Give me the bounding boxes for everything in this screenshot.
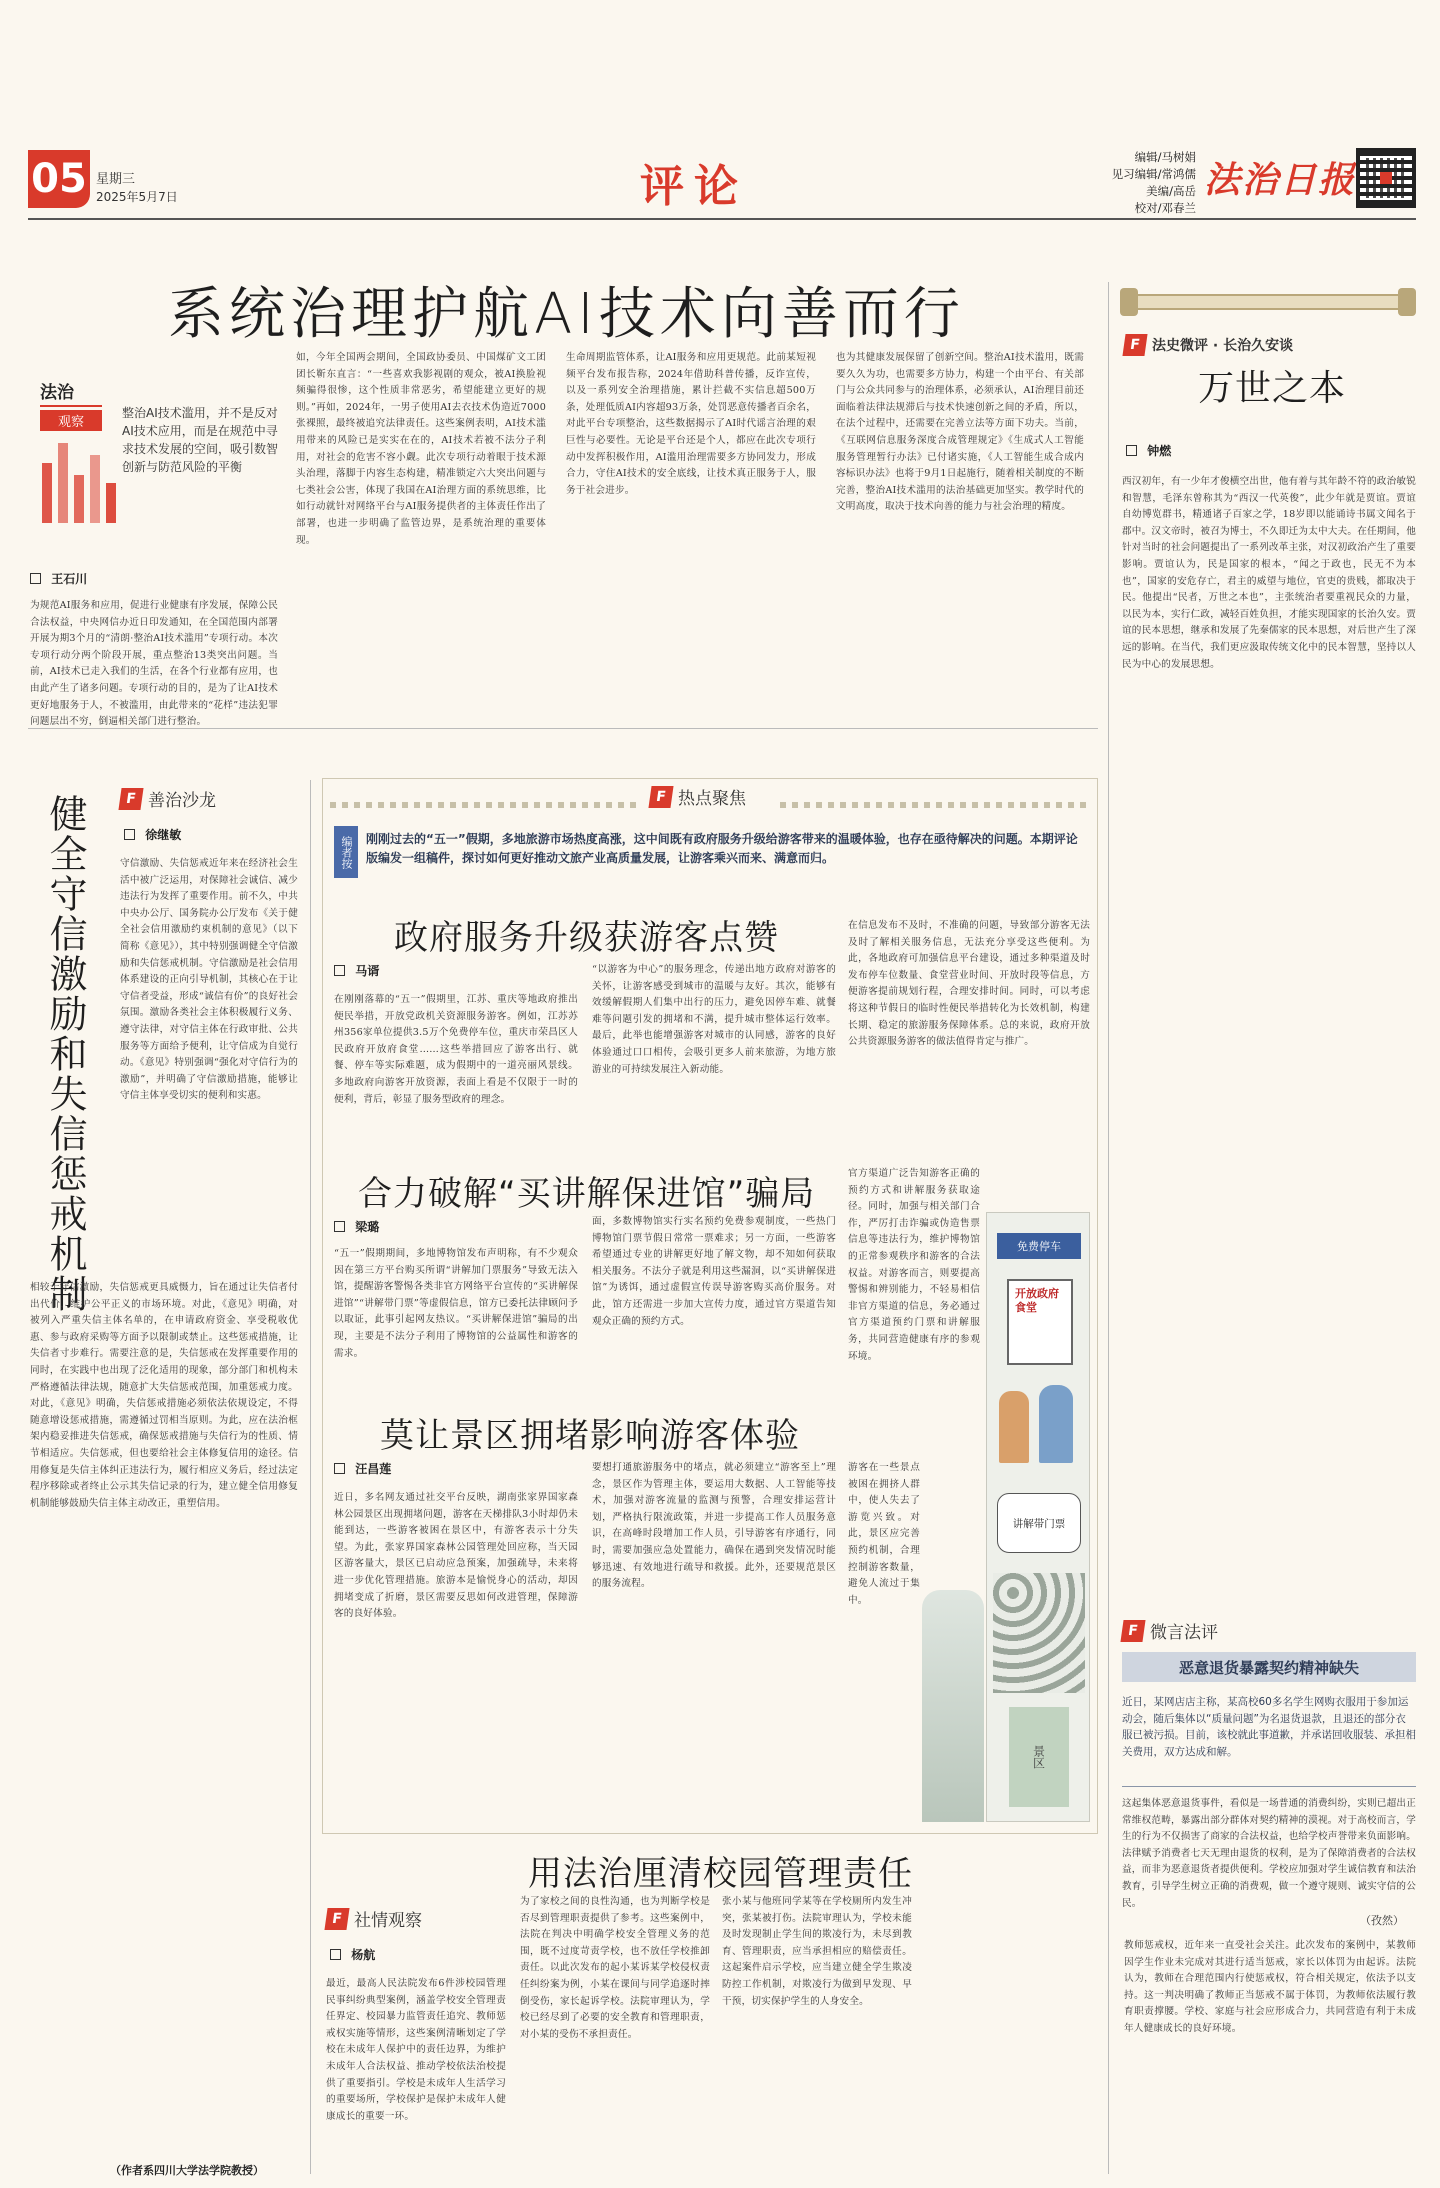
hotspot-column-head (650, 784, 770, 809)
proofreader-credit: 校对/邓春兰 (1134, 201, 1196, 215)
lead-tag (40, 378, 102, 431)
history-headline: 万世之本 (1198, 368, 1347, 409)
salon-credit: （作者系四川大学法学院教授） (110, 2164, 264, 2177)
fig-sign-parking: 免费停车 (1017, 1240, 1061, 1253)
hotspot-a2-author: 梁璐 (355, 1220, 380, 1234)
scroll-graphic (1120, 282, 1416, 322)
history-body: 西汉初年，有一少年才俊横空出世，他有着与其年龄不符的政治敏锐和智慧，毛泽东曾称其为“西汉一代英俊”，此少年就是贾谊。贾谊自幼博览群书，精通诸子百家之学，18岁即以能诵诗书属文闻名于郡中。汉文帝时，被召为博士，不久即迁为太中大夫。在任期间，他针对当时的社会问题提出了一系列改革主张，对汉初政治产生了重要影响。贾谊认为，民是国家的根本，“闻之于政也，民无不为本也”，国家的安危存亡，君主的威望与地位，官吏的贵贱，都取决于民。他提出“民者，万世之本也”，主张统治者要重视民众的力量，以民为本，实行仁政，减轻百姓负担，才能实现国家的长治久安。贾谊的民本思想，继承和发展了先秦儒家的民本思想，对后世产生了深远的影响。在当代，我们更应汲取传统文化中的民本智慧，坚持以人民为中心的发展思想。 (1122, 476, 1416, 670)
section-title: 评论 (640, 161, 748, 212)
hotspot-column: 热点聚焦 (678, 789, 746, 809)
campus-col-3: 张小某与他班同学某等在学校厕所内发生冲突，张某被打伤。法院审理认为，学校未能及时发现制止学生间的欺凌行为，未尽到教育、管理职责，应当承担相应的赔偿责任。这起案件启示学校，应当建立健全学生欺凌防控工作机制，对欺凌行为做到早发现、早干预，切实保护学生的人身安全。 (722, 1896, 912, 2007)
microlaw-column: 微言法评 (1150, 1623, 1218, 1643)
campus-column-head (326, 1906, 502, 1931)
editor-credit: 编辑/马树娟 (1134, 150, 1196, 164)
hotspot-a3-headline: 莫让景区拥堵影响游客体验 (380, 1416, 800, 1456)
hotspot-a2-col-1: “五一”假期期间，多地博物馆发布声明称，有不少观众因在第三方平台购买所谓“讲解加门票服务”导致无法入馆，提醒游客警惕各类非官方网络平台宣传的“买讲解保进馆”“讲解带门票”等虚假信息，馆方已委托法律顾问予以取证，此事引起网友热议。“买讲解保进馆”骗局的出现，主要是不法分子利用了博物馆的公益属性和游客的需求。 (334, 1248, 578, 1359)
salon-body-top: 守信激励、失信惩戒近年来在经济社会生活中被广泛运用，对保障社会诚信、减少违法行为发挥了重要作用。前不久，中共中央办公厅、国务院办公厅发布《关于健全社会信用激励约束机制的意见》（以下简称《意见》），其中特别强调健全守信激励和失信惩戒机制。守信激励是社会信用体系建设的正向引导机制，其核心在于让守信者受益，形成“诚信有价”的良好社会氛围。激励各类社会主体积极履行义务、遵守法律，对守信主体在行政审批、公共服务等方面给予便利，让守信成为自觉行动。《意见》特别强调“强化对守信行为的激励”，并明确了守信激励措施，能够让守信主体享受切实的便利和实惠。 (120, 858, 298, 1102)
hotspot-a3-col-1: 近日，多名网友通过社交平台反映，湖南张家界国家森林公园景区出现拥堵问题，游客在天梯排队3小时却仍未能到达，一些游客被困在景区中，有游客表示十分失望。为此，张家界国家森林公园管理处回应称，当天园区游客量大，景区已启动应急预案，加强疏导，未来将进一步优化管理措施。旅游本是愉悦身心的活动，却因拥堵变成了折磨，景区需要反思如何改进管理，保障游客的良好体验。 (334, 1492, 578, 1620)
history-column: 法史微评 · 长治久安谈 (1152, 338, 1294, 354)
microlaw-column-head (1122, 1618, 1416, 1643)
microlaw-body: 这起集体恶意退货事件，看似是一场普通的消费纠纷，实则已超出正常维权范畴，暴露出部分群体对契约精神的漠视。对于高校而言，学生的行为不仅损害了商家的合法权益，也给学校声誉带来负面影响。法律赋予消费者七天无理由退货的权利，是为了保障消费者的合法权益，而非为恶意退货者提供便利。学校应加强对学生诚信教育和法治教育，引导学生树立正确的消费观，做一个遵守规则、诚实守信的公民。 (1122, 1798, 1416, 1909)
campus-column: 社情观察 (354, 1911, 422, 1931)
issue-weekday: 星期三 (96, 172, 136, 187)
column-flag-icon: F (1122, 334, 1147, 356)
lead-bar-graphic (40, 435, 126, 525)
hotspot-deco-right (780, 802, 1090, 808)
intern-editor-credit: 见习编辑/常鸿儒 (1111, 167, 1196, 181)
paper-name-logo (1204, 152, 1356, 203)
editor-credits (1076, 149, 1196, 217)
salon-headline: 健全守信激励和失信惩戒机制 (43, 794, 87, 1314)
col-divider-right (1108, 282, 1109, 2174)
issue-date: 2025年5月7日 (96, 190, 178, 204)
salon-column: 善治沙龙 (148, 791, 216, 811)
lead-byline (30, 570, 87, 587)
hotspot-a2-col-3: 官方渠道广泛告知游客正确的预约方式和讲解服务获取途径。同时，加强与相关部门合作，严厉打击诈骗或伪造售票信息等违法行为，维护博物馆的正常参观秩序和游客的合法权益。对游客而言，则要提高警惕和辨别能力，不轻易相信非官方渠道的信息，务必通过官方渠道预约门票和讲解服务，共同营造健康有序的参观环境。 (848, 1168, 980, 1362)
history-column-head (1124, 334, 1414, 356)
hotspot-a3-col-2: 要想打通旅游服务中的堵点，就必须建立“游客至上”理念，景区作为管理主体，要运用大数据、人工智能等技术，加强对游客流量的监测与预警，合理安排运营计划，严格执行限流政策，并进一步提高工作人员服务意识，在高峰时段增加工作人员，引导游客有序通行，同时，需要加强应急处置能力，确保在遇到突发情况时能够迅速、有效地进行疏导和救援。此外，还要规范景区的服务流程。 (592, 1462, 836, 1590)
hotspot-a2-headline: 合力破解“买讲解保进馆”骗局 (358, 1174, 816, 1214)
campus-byline (330, 1946, 375, 1963)
campus-col-4: 教师惩戒权，近年来一直受社会关注。此次发布的案例中，某教师因学生作业未完成对其进行适当惩戒，家长以体罚为由起诉。法院认为，教师在合理范围内行使惩戒权，符合相关规定，依法予以支持。这一判决明确了教师正当惩戒不属于体罚，为教师依法履行教育职责撑腰。学校、家庭与社会应形成合力，共同营造有利于未成年人健康成长的良好环境。 (1124, 1940, 1416, 2034)
history-author: 钟燃 (1147, 444, 1172, 458)
campus-col-2: 为了家校之间的良性沟通，也为判断学校是否尽到管理职责提供了参考。这些案例中，法院在判决中明确学校安全管理义务的范围，既不过度苛责学校，也不放任学校推卸责任。以此次发布的起小某诉某学校侵权责任纠纷案为例，小某在课间与同学追逐时摔倒受伤，家长起诉学校。法院审理认为，学校已经尽到了必要的安全教育和管理职责，对小某的受伤不承担责任。 (520, 1896, 710, 2040)
qr-code-icon (1356, 148, 1416, 208)
hotspot-a3-photo (922, 1590, 984, 1822)
hotspot-a3-col-3: 游客在一些景点被困在拥挤人群中，使人失去了游览兴致。对此，景区应完善预约机制，合理控制游客数量，避免人流过于集中。 (848, 1462, 920, 1606)
lead-author: 王石川 (51, 572, 88, 586)
column-flag-icon: F (1120, 1620, 1145, 1642)
microlaw-signature: （孜然） (1360, 1914, 1404, 1927)
microlaw-subtitle-bar (1122, 1652, 1416, 1682)
page-number-badge (28, 150, 90, 208)
hotspot-a2-byline (334, 1218, 379, 1235)
fig-sign-guide: 讲解带门票 (1012, 1517, 1066, 1530)
column-flag-icon: F (118, 788, 143, 810)
tourism-illustration (986, 1212, 1090, 1822)
editor-note-label-text: 编者按 (340, 835, 353, 869)
microlaw-intro: 近日，某网店店主称，某高校60多名学生网购衣服用于参加运动会，随后集体以“质量问题”为名退货退款，且退还的部分衣服已被污损。目前，该校就此事道歉，并承诺回收服装、承担相关费用，双方达成和解。 (1122, 1696, 1416, 1758)
col-divider-left (310, 780, 311, 2174)
microlaw-divider (1122, 1786, 1416, 1787)
hotspot-a1-author: 马谞 (355, 964, 380, 978)
hotspot-deco-left (330, 802, 640, 808)
lead-tag-bottom: 观察 (40, 410, 102, 431)
lead-headline: 系统治理护航AI技术向善而行 (168, 282, 965, 347)
history-byline (1126, 442, 1171, 459)
salon-body-bottom: 相较于守信激励，失信惩戒更具威慑力，旨在通过让失信者付出代价，维护公平正义的市场环境。对此，《意见》明确，对被列入严重失信主体名单的，在申请政府资金、享受税收优惠、参与政府采购等方面予以限制或禁止。这些惩戒措施，让失信者寸步难行。需要注意的是，失信惩戒在发挥重要作用的同时，在实践中也出现了泛化适用的现象，部分部门和机构未严格遵循法律法规，随意扩大失信惩戒范围，加重惩戒力度。对此，《意见》明确，失信惩戒措施必须依法依规设定，不得随意增设惩戒措施，需遵循过罚相当原则。为此，应在法治框架内稳妥推进失信惩戒，确保惩戒措施与失信行为的性质、情节相适应。失信惩戒，但也要给社会主体修复信用的途径。信用修复是失信主体纠正违法行为，履行相应义务后，经过法定程序移除或者终止公示其失信记录的行为，建立健全信用修复机制能够鼓励失信主体主动改正，重塑信用。 (30, 1282, 298, 1509)
campus-col-1: 最近，最高人民法院发布6件涉校园管理民事纠纷典型案例，涵盖学校安全管理责任界定、校园暴力监管责任追究、教师惩戒权实施等情形，这些案例清晰划定了学校在未成年人保护中的责任边界，为维护未成年人合法权益、推动学校依法治校提供了重要指引。学校是未成年人生活学习的重要场所，学校保护是保护未成年人健康成长的重要一环。 (326, 1978, 506, 2122)
salon-author: 徐继敏 (145, 828, 182, 842)
fig-sign-scenic: 景区 (1031, 1745, 1046, 1769)
paper-name: 法治日报 (1204, 159, 1357, 201)
microlaw-subtitle: 恶意退货暴露契约精神缺失 (1178, 1658, 1359, 1677)
fig-sign-canteen: 开放政府食堂 (1015, 1287, 1059, 1314)
lead-col-3: 生命周期监管体系，让AI服务和应用更规范。此前某短视频平台发布报告称，2024年借助科普传播，反诈宣传，以及一系列安全治理措施，累计拦截不实信息超500万条，处理低质AI内容超93万条，处罚恶意传播者百余名，对此平台专项整治，这些数据揭示了AI时代谣言治理的艰巨性与必要性。无论是平台还是个人，都应在此次专项行动中发挥积极作用，AI滥用治理需要多方协同发力，形成合力，守住AI技术的安全底线，让技术真正服务于人，服务于社会进步。 (566, 352, 816, 496)
editor-note: 刚刚过去的“五一”假期，多地旅游市场热度高涨，这中间既有政府服务升级给游客带来的温暖体验，也存在亟待解决的问题。本期评论版编发一组稿件，探讨如何更好推动文旅产业高质量发展，让游客乘兴而来、满意而归。 (366, 832, 1078, 865)
editor-note-label (334, 826, 358, 878)
hotspot-a1-col-2: “以游客为中心”的服务理念，传递出地方政府对游客的关怀，让游客感受到城市的温暖与友好。其次，能够有效缓解假期人们集中出行的压力，避免因停车难、就餐难等问题引发的拥堵和不满，提升城市整体运行效率。最后，此举也能增强游客对城市的认同感，游客的良好体验通过口口相传，会吸引更多人前来旅游，为地方旅游业的可持续发展注入新动能。 (592, 964, 836, 1075)
lead-tag-top: 法治 (40, 378, 102, 407)
lead-bottom-divider (28, 728, 1098, 729)
lead-col-2: 如，今年全国两会期间，全国政协委员、中国煤矿文工团团长靳东直言：“一些喜欢我影视剧的观众，被AI换脸视频骗得很惨，这个性质非常恶劣，希望能建立更好的规则。”再如，2024年，一男子使用AI去衣技术伪造近7000张裸照，最终被追究法律责任。这些案例表明，AI技术滥用带来的风险已是实实在在的，AI技术若被不法分子利用，对社会的危害不容小觑。此次专项行动着眼于技术源头治理，落脚于内容生态构建，精准锁定六大突出问题与七类社会公害，体现了我国在AI治理方面的系统思维，比如行动就针对网络平台与AI服务提供者的主体责任作出了部署，也进一步明确了监管边界，是系统治理的重要体现。 (296, 352, 546, 546)
lead-summary: 整治AI技术滥用，并不是反对AI技术应用，而是在规范中寻求技术发展的空间，吸引数智创新与防范风险的平衡 (122, 406, 279, 474)
campus-headline: 用法治厘清校园管理责任 (528, 1854, 913, 1894)
column-flag-icon: F (324, 1908, 349, 1930)
hotspot-a3-author: 汪昌莲 (355, 1462, 392, 1476)
hotspot-a1-col-3: 在信息发布不及时，不准确的问题，导致部分游客无法及时了解相关服务信息，无法充分享受这些便利。为此，各地政府可加强信息平台建设，通过多种渠道及时发布停车位数量、食堂营业时间、开放时段等信息，方便游客提前规划行程，合理安排时间。同时，可以考虑将这种节假日的临时性便民举措转化为长效机制，构建长期、稳定的旅游服务保障体系。总的来说，政府开放公共资源服务游客的做法值得肯定与推广。 (848, 920, 1090, 1048)
page-number: 05 (31, 156, 87, 202)
campus-author: 杨航 (351, 1948, 376, 1962)
hotspot-a1-headline: 政府服务升级获游客点赞 (394, 918, 779, 958)
hotspot-a1-byline (334, 962, 379, 979)
column-flag-icon: F (648, 786, 673, 808)
lead-col-4: 也为其健康发展保留了创新空间。整治AI技术滥用，既需要久久为功，也需要多方协力，构建一个由平台、有关部门与公众共同参与的治理体系，必须承认，AI治理目前还面临着法律法规滞后与技术快速创新之间的矛盾，所以，在法个过程中，还需要在完善立法等方面下功夫。当前，《互联网信息服务深度合成管理规定》《生成式人工智能服务管理暂行办法》已付诸实施，《人工智能生成合成内容标识办法》也将于9月1日起施行，随着相关制度的不断完善，整治AI技术滥用的法治基础更加坚实。教学时代的文明高度，取决于技术向善的能力与社会治理的精度。 (836, 352, 1084, 513)
hotspot-a1-col-1: 在刚刚落幕的“五一”假期里，江苏、重庆等地政府推出便民举措，开放党政机关资源服务游客。例如，江苏苏州356家单位提供3.5万个免费停车位，重庆市荣昌区人民政府开放府食堂……这些举措回应了游客出行、就餐、停车等实际难题，成为假期中的一道亮丽风景线。多地政府向游客开放资源，表面上看是不仅限于一时的便利，背后，彰显了服务型政府的理念。 (334, 994, 578, 1105)
masthead-divider (28, 218, 1416, 220)
designer-credit: 美编/高岳 (1146, 184, 1196, 198)
salon-column-head (120, 786, 296, 811)
lead-col-1: 为规范AI服务和应用，促进行业健康有序发展，保障公民合法权益，中央网信办近日印发通知，在全国范围内部署开展为期3个月的“清朗·整治AI技术滥用”专项行动。本次专项行动分两个阶段开展，重点整治13类突出问题。当前，AI技术已走入我们的生活，在各个行业都有应用，也由此产生了诸多问题。专项行动的目的，是为了让AI技术更好地服务于人，不被滥用，由此带来的“花样”违法犯罪问题层出不穷，倒逼相关部门进行整治。 (30, 600, 278, 728)
salon-byline (124, 826, 181, 843)
hotspot-a2-col-2: 面，多数博物馆实行实名预约免费参观制度，一些热门博物馆门票节假日常常一票难求；另一方面，一些游客希望通过专业的讲解更好地了解文物，却不知如何获取相关服务。不法分子就是利用这些漏洞，以“买讲解保进馆”为诱饵，通过虚假宣传误导游客购买高价服务。对此，馆方还需进一步加大宣传力度，通过官方渠道告知观众正确的预约方式。 (592, 1216, 836, 1327)
hotspot-a3-byline (334, 1460, 391, 1477)
